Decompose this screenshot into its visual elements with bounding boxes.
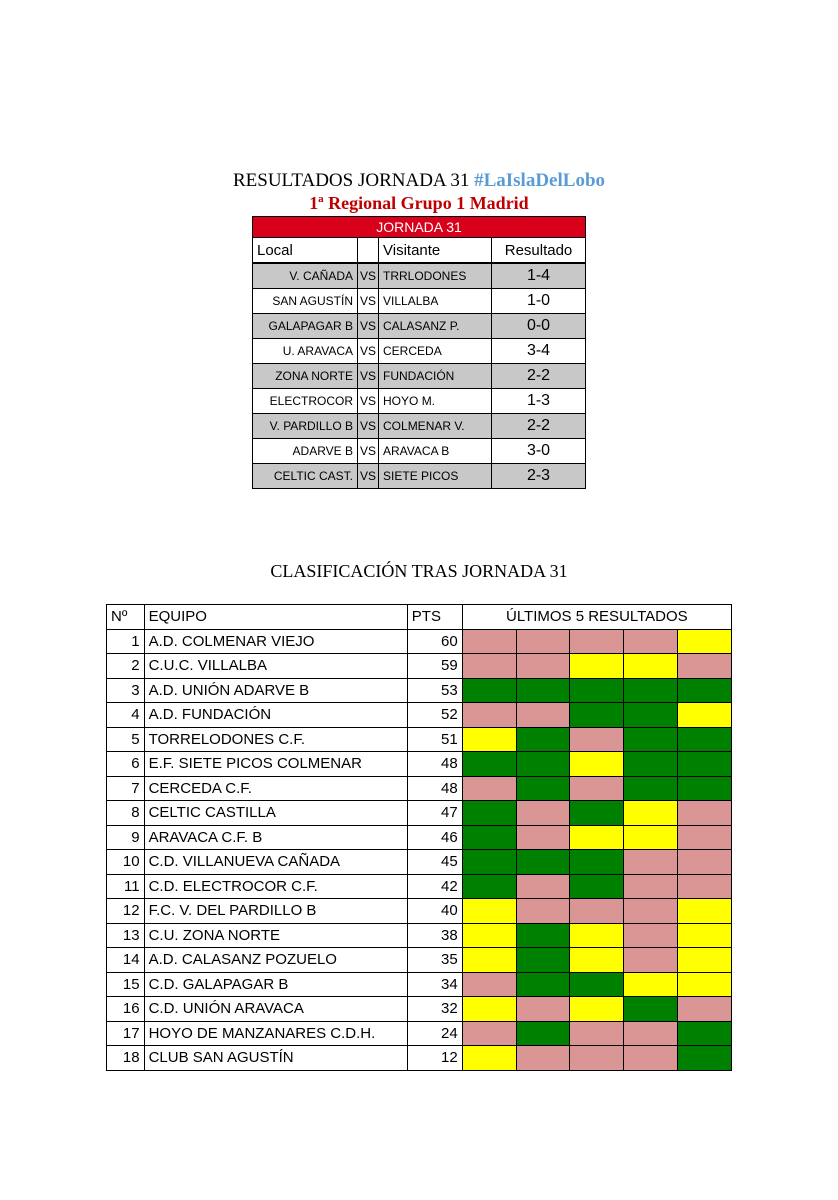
team-name: ARAVACA C.F. B [144, 825, 407, 850]
team-name: CERCEDA C.F. [144, 776, 407, 801]
recent-result-win [678, 727, 732, 752]
match-score: 1-4 [492, 263, 586, 289]
team-position: 18 [107, 1046, 145, 1071]
recent-result-win [462, 825, 516, 850]
team-name: E.F. SIETE PICOS COLMENAR [144, 752, 407, 777]
match-row [253, 289, 586, 314]
away-team: CALASANZ P. [379, 314, 492, 339]
match-score: 2-2 [492, 414, 586, 439]
league-subtitle: 1ª Regional Grupo 1 Madrid [309, 193, 529, 213]
standings-row [107, 972, 732, 997]
team-points: 35 [407, 948, 462, 973]
recent-result-win [570, 801, 624, 826]
recent-result-win [462, 874, 516, 899]
team-position: 11 [107, 874, 145, 899]
team-points: 59 [407, 654, 462, 679]
team-position: 12 [107, 899, 145, 924]
recent-result-loss [516, 654, 570, 679]
recent-result-loss [624, 948, 678, 973]
recent-result-win [516, 972, 570, 997]
team-points: 52 [407, 703, 462, 728]
team-position: 6 [107, 752, 145, 777]
team-position: 1 [107, 629, 145, 654]
recent-result-draw [570, 997, 624, 1022]
recent-result-win [678, 776, 732, 801]
recent-result-loss [570, 776, 624, 801]
standings-body [107, 629, 732, 1070]
team-position: 17 [107, 1021, 145, 1046]
team-points: 34 [407, 972, 462, 997]
team-name: C.U.C. VILLALBA [144, 654, 407, 679]
team-position: 14 [107, 948, 145, 973]
match-score: 1-3 [492, 389, 586, 414]
recent-result-draw [462, 727, 516, 752]
recent-result-loss [516, 874, 570, 899]
team-points: 46 [407, 825, 462, 850]
recent-result-loss [516, 629, 570, 654]
recent-result-loss [516, 997, 570, 1022]
recent-result-loss [462, 703, 516, 728]
recent-result-loss [462, 776, 516, 801]
team-points: 48 [407, 752, 462, 777]
match-row [253, 389, 586, 414]
recent-result-win [516, 727, 570, 752]
col-team: EQUIPO [144, 605, 407, 630]
team-position: 5 [107, 727, 145, 752]
team-name: A.D. COLMENAR VIEJO [144, 629, 407, 654]
recent-result-loss [624, 850, 678, 875]
match-score: 2-2 [492, 364, 586, 389]
recent-result-win [624, 752, 678, 777]
recent-result-loss [462, 654, 516, 679]
team-position: 4 [107, 703, 145, 728]
recent-result-loss [678, 825, 732, 850]
vs-label: VS [358, 414, 379, 439]
recent-result-draw [624, 801, 678, 826]
recent-result-draw [570, 948, 624, 973]
team-name: CELTIC CASTILLA [144, 801, 407, 826]
recent-result-loss [624, 874, 678, 899]
recent-result-loss [624, 629, 678, 654]
recent-result-draw [570, 752, 624, 777]
recent-result-loss [678, 850, 732, 875]
home-team: V. PARDILLO B [253, 414, 358, 439]
match-row [253, 464, 586, 489]
standings-row [107, 678, 732, 703]
match-row [253, 314, 586, 339]
col-position: Nº [107, 605, 145, 630]
recent-result-draw [462, 923, 516, 948]
standings-row [107, 923, 732, 948]
recent-result-win [516, 678, 570, 703]
standings-row [107, 776, 732, 801]
recent-result-loss [624, 899, 678, 924]
match-score: 3-0 [492, 439, 586, 464]
recent-result-loss [462, 629, 516, 654]
standings-row [107, 874, 732, 899]
team-name: F.C. V. DEL PARDILLO B [144, 899, 407, 924]
team-name: C.D. UNIÓN ARAVACA [144, 997, 407, 1022]
recent-result-loss [624, 923, 678, 948]
results-header-row [253, 238, 586, 264]
hashtag: #LaIslaDelLobo [474, 170, 606, 191]
team-points: 48 [407, 776, 462, 801]
recent-result-draw [678, 972, 732, 997]
standings-row [107, 948, 732, 973]
home-team: U. ARAVACA [253, 339, 358, 364]
recent-result-win [570, 874, 624, 899]
match-score: 2-3 [492, 464, 586, 489]
standings-row [107, 1021, 732, 1046]
recent-result-win [462, 678, 516, 703]
team-points: 53 [407, 678, 462, 703]
recent-result-loss [624, 1021, 678, 1046]
results-title [0, 170, 838, 192]
recent-result-draw [462, 948, 516, 973]
team-points: 24 [407, 1021, 462, 1046]
recent-result-loss [570, 629, 624, 654]
recent-result-draw [570, 923, 624, 948]
results-banner: JORNADA 31 [253, 217, 586, 238]
recent-result-win [678, 678, 732, 703]
recent-result-draw [462, 997, 516, 1022]
recent-result-loss [570, 899, 624, 924]
recent-result-loss [678, 654, 732, 679]
col-result: Resultado [492, 238, 586, 264]
recent-result-draw [678, 629, 732, 654]
team-position: 8 [107, 801, 145, 826]
recent-result-win [624, 776, 678, 801]
recent-result-loss [516, 801, 570, 826]
vs-label: VS [358, 439, 379, 464]
standings-row [107, 850, 732, 875]
team-position: 10 [107, 850, 145, 875]
team-points: 42 [407, 874, 462, 899]
standings-header-row [107, 605, 732, 630]
team-name: C.D. VILLANUEVA CAÑADA [144, 850, 407, 875]
col-visitor: Visitante [379, 238, 492, 264]
team-name: A.D. CALASANZ POZUELO [144, 948, 407, 973]
recent-result-win [516, 776, 570, 801]
team-name: TORRELODONES C.F. [144, 727, 407, 752]
team-name: HOYO DE MANZANARES C.D.H. [144, 1021, 407, 1046]
team-position: 16 [107, 997, 145, 1022]
team-position: 15 [107, 972, 145, 997]
vs-label: VS [358, 289, 379, 314]
recent-result-loss [462, 1021, 516, 1046]
standings-title: CLASIFICACIÓN TRAS JORNADA 31 [270, 561, 568, 581]
team-points: 32 [407, 997, 462, 1022]
results-table [252, 216, 586, 489]
match-score: 3-4 [492, 339, 586, 364]
recent-result-loss [462, 972, 516, 997]
recent-result-win [624, 727, 678, 752]
standings-row [107, 703, 732, 728]
standings-row [107, 997, 732, 1022]
match-row [253, 414, 586, 439]
recent-result-loss [570, 1021, 624, 1046]
results-banner-row [253, 217, 586, 238]
recent-result-draw [570, 654, 624, 679]
recent-result-win [462, 850, 516, 875]
team-points: 38 [407, 923, 462, 948]
team-points: 40 [407, 899, 462, 924]
vs-label: VS [358, 339, 379, 364]
home-team: ADARVE B [253, 439, 358, 464]
recent-result-win [516, 923, 570, 948]
vs-label: VS [358, 364, 379, 389]
recent-result-draw [462, 899, 516, 924]
recent-result-win [516, 752, 570, 777]
standings-table [106, 604, 732, 1071]
home-team: ELECTROCOR [253, 389, 358, 414]
match-score: 1-0 [492, 289, 586, 314]
away-team: SIETE PICOS [379, 464, 492, 489]
team-position: 9 [107, 825, 145, 850]
standings-row [107, 654, 732, 679]
recent-result-loss [678, 874, 732, 899]
away-team: COLMENAR V. [379, 414, 492, 439]
col-local: Local [253, 238, 358, 264]
match-row [253, 439, 586, 464]
away-team: FUNDACIÓN [379, 364, 492, 389]
results-body [253, 263, 586, 489]
recent-result-loss [678, 801, 732, 826]
standings-row [107, 727, 732, 752]
recent-result-loss [516, 1046, 570, 1071]
recent-result-draw [462, 1046, 516, 1071]
recent-result-win [624, 703, 678, 728]
recent-result-loss [516, 825, 570, 850]
team-name: C.D. ELECTROCOR C.F. [144, 874, 407, 899]
vs-label: VS [358, 464, 379, 489]
team-points: 60 [407, 629, 462, 654]
match-score: 0-0 [492, 314, 586, 339]
recent-result-loss [570, 1046, 624, 1071]
team-points: 51 [407, 727, 462, 752]
recent-result-win [462, 801, 516, 826]
recent-result-win [516, 1021, 570, 1046]
recent-result-win [624, 678, 678, 703]
recent-result-loss [678, 997, 732, 1022]
standings-row [107, 629, 732, 654]
team-points: 45 [407, 850, 462, 875]
team-position: 3 [107, 678, 145, 703]
recent-result-loss [624, 1046, 678, 1071]
standings-row [107, 825, 732, 850]
away-team: VILLALBA [379, 289, 492, 314]
recent-result-win [570, 850, 624, 875]
recent-result-loss [570, 727, 624, 752]
standings-row [107, 752, 732, 777]
recent-result-win [516, 948, 570, 973]
team-points: 47 [407, 801, 462, 826]
recent-result-draw [570, 825, 624, 850]
col-vs-blank [358, 238, 379, 264]
recent-result-win [570, 972, 624, 997]
recent-result-win [678, 752, 732, 777]
team-position: 7 [107, 776, 145, 801]
vs-label: VS [358, 263, 379, 289]
team-position: 2 [107, 654, 145, 679]
home-team: CELTIC CAST. [253, 464, 358, 489]
recent-result-draw [624, 825, 678, 850]
team-name: C.U. ZONA NORTE [144, 923, 407, 948]
home-team: V. CAÑADA [253, 263, 358, 289]
col-points: PTS [407, 605, 462, 630]
away-team: ARAVACA B [379, 439, 492, 464]
recent-result-loss [516, 899, 570, 924]
recent-result-win [624, 997, 678, 1022]
standings-row [107, 899, 732, 924]
team-position: 13 [107, 923, 145, 948]
recent-result-win [570, 678, 624, 703]
match-row [253, 339, 586, 364]
away-team: TRRLODONES [379, 263, 492, 289]
team-name: A.D. UNIÓN ADARVE B [144, 678, 407, 703]
vs-label: VS [358, 389, 379, 414]
team-points: 12 [407, 1046, 462, 1071]
away-team: CERCEDA [379, 339, 492, 364]
vs-label: VS [358, 314, 379, 339]
match-row [253, 263, 586, 289]
standings-row [107, 801, 732, 826]
recent-result-win [462, 752, 516, 777]
standings-row [107, 1046, 732, 1071]
team-name: C.D. GALAPAGAR B [144, 972, 407, 997]
recent-result-win [678, 1021, 732, 1046]
home-team: SAN AGUSTÍN [253, 289, 358, 314]
recent-result-draw [678, 948, 732, 973]
home-team: ZONA NORTE [253, 364, 358, 389]
recent-result-win [516, 850, 570, 875]
recent-result-draw [678, 899, 732, 924]
away-team: HOYO M. [379, 389, 492, 414]
recent-result-draw [624, 972, 678, 997]
match-row [253, 364, 586, 389]
recent-result-draw [678, 923, 732, 948]
team-name: CLUB SAN AGUSTÍN [144, 1046, 407, 1071]
recent-result-draw [678, 703, 732, 728]
recent-result-win [570, 703, 624, 728]
recent-result-win [678, 1046, 732, 1071]
team-name: A.D. FUNDACIÓN [144, 703, 407, 728]
results-title-text: RESULTADOS JORNADA 31 [232, 170, 475, 191]
recent-result-loss [516, 703, 570, 728]
col-last5: ÚLTIMOS 5 RESULTADOS [462, 605, 731, 630]
recent-result-draw [624, 654, 678, 679]
home-team: GALAPAGAR B [253, 314, 358, 339]
